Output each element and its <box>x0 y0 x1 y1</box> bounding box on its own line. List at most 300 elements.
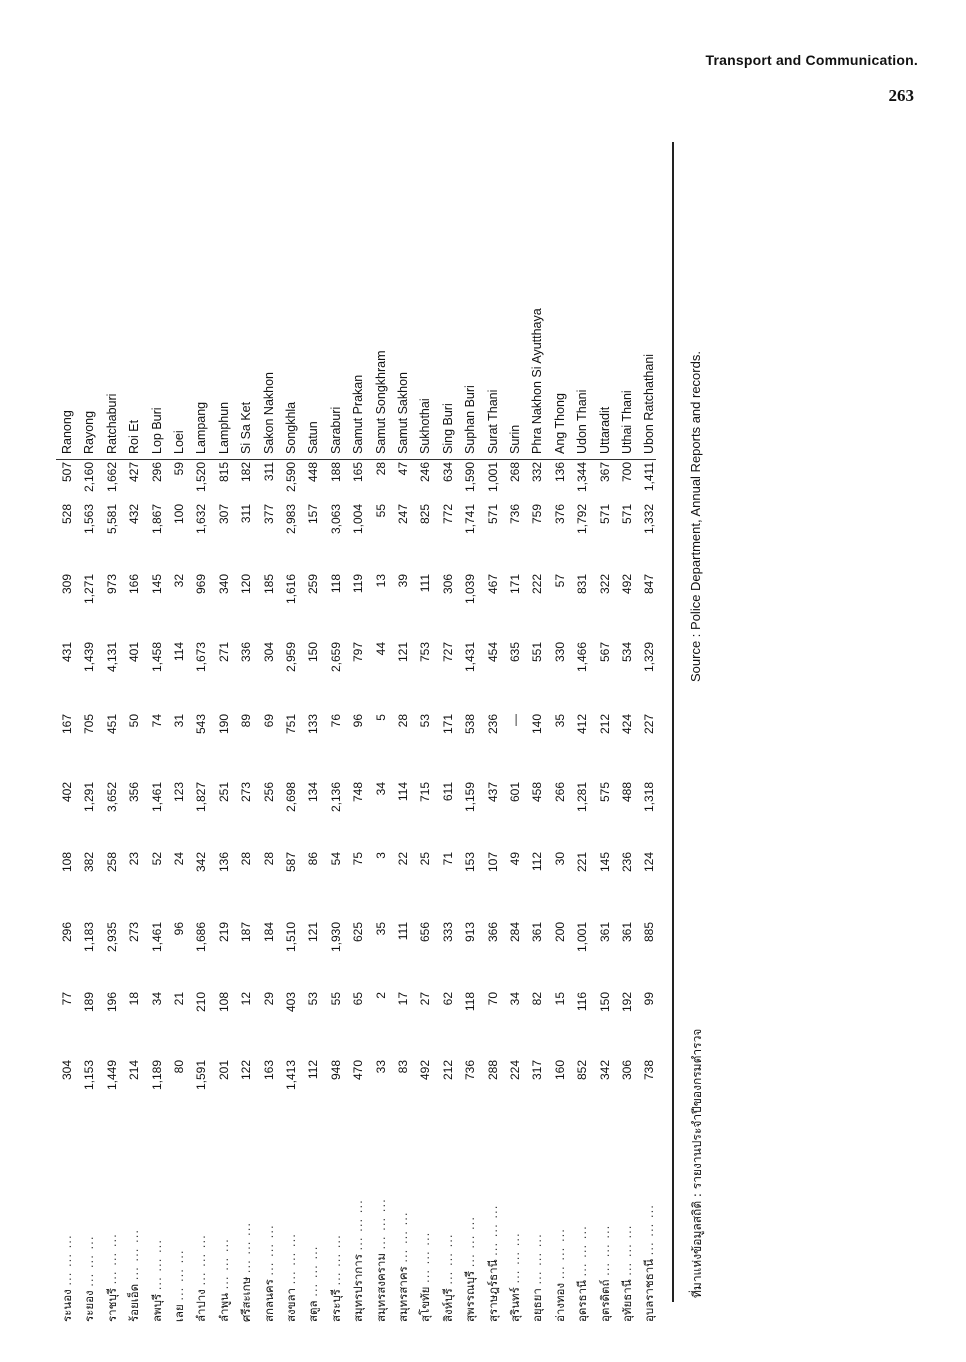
value-cell: 54 <box>328 852 343 866</box>
value-cell: 361 <box>530 922 545 943</box>
value-cell: 336 <box>239 642 254 663</box>
value-cell: 82 <box>530 992 545 1006</box>
value-cell: 1,520 <box>194 462 209 493</box>
value-cell: 571 <box>620 504 634 525</box>
value-cell: 71 <box>440 852 455 866</box>
column-divider <box>56 459 656 460</box>
province-thai-name <box>437 1132 459 1322</box>
table-row <box>347 122 369 1322</box>
value-cell: 212 <box>597 714 612 735</box>
value-cell: 311 <box>239 504 254 524</box>
value-cell: 1,001 <box>575 922 590 953</box>
value-cell: 33 <box>373 1060 388 1074</box>
value-cell: 52 <box>149 852 164 866</box>
value-cell: 160 <box>552 1060 567 1081</box>
value-cell: 86 <box>306 852 321 866</box>
table-row <box>571 122 593 1322</box>
value-cell: 736 <box>463 1060 478 1081</box>
value-cell: 601 <box>508 782 522 803</box>
value-cell: 1,930 <box>328 922 343 953</box>
value-cell: 1,792 <box>575 504 590 535</box>
value-cell: 361 <box>597 922 612 943</box>
value-cell: 258 <box>104 852 119 873</box>
leader-dots: ... ... ... <box>149 1239 164 1291</box>
province-thai-name <box>549 1132 571 1322</box>
value-cell: 304 <box>60 1060 74 1081</box>
value-cell: 29 <box>261 992 276 1006</box>
value-cell: 247 <box>396 504 410 525</box>
table-row <box>392 122 414 1322</box>
table-row <box>168 122 190 1322</box>
value-cell: 342 <box>194 852 209 873</box>
value-cell: 587 <box>284 852 298 873</box>
value-cell: 4,131 <box>104 642 119 673</box>
value-cell: 551 <box>530 642 545 663</box>
value-cell: 89 <box>239 714 254 728</box>
value-cell: 171 <box>440 714 455 735</box>
value-cell: 55 <box>373 504 388 518</box>
value-cell: 96 <box>172 922 186 936</box>
value-cell: 268 <box>508 462 522 483</box>
value-cell: 25 <box>418 852 433 866</box>
province-thai-label: ระนอง <box>60 1289 74 1322</box>
value-cell: 488 <box>620 782 634 803</box>
value-cell: 738 <box>642 1060 657 1081</box>
leader-dots: ... ... ... <box>172 1249 186 1301</box>
province-thai-label: ลำพูน <box>216 1293 231 1322</box>
value-cell: 2,590 <box>284 462 298 493</box>
value-cell: 1,271 <box>82 574 97 605</box>
value-cell: 28 <box>396 714 410 728</box>
value-cell: 219 <box>216 922 231 943</box>
value-cell: 77 <box>60 992 74 1006</box>
value-cell: 271 <box>216 642 231 663</box>
value-cell: 356 <box>127 782 142 803</box>
value-cell: 403 <box>284 992 298 1013</box>
province-thai-name <box>392 1132 414 1322</box>
province-english-name: Satun <box>306 421 321 454</box>
table-row <box>504 122 526 1322</box>
table-row <box>235 122 257 1322</box>
value-cell: 112 <box>306 1060 321 1080</box>
value-cell: 123 <box>172 782 186 803</box>
value-cell: 317 <box>530 1060 545 1081</box>
value-cell: 150 <box>597 992 612 1013</box>
table-row <box>616 122 638 1322</box>
rotated-table <box>40 122 740 1322</box>
value-cell: 1,004 <box>351 504 366 535</box>
table-row <box>258 122 280 1322</box>
value-cell: 340 <box>216 574 231 595</box>
value-cell: 50 <box>127 714 142 728</box>
value-cell: 182 <box>239 462 254 483</box>
value-cell: 1,153 <box>82 1060 97 1091</box>
province-english-name: Lampang <box>194 401 209 454</box>
value-cell: 1,466 <box>575 642 590 673</box>
value-cell: 17 <box>396 992 410 1006</box>
value-cell: 34 <box>149 992 164 1006</box>
value-cell: 39 <box>396 574 410 588</box>
value-cell: 1,281 <box>575 782 590 813</box>
value-cell: 153 <box>463 852 478 873</box>
value-cell: 306 <box>620 1060 634 1081</box>
value-cell: 825 <box>418 504 433 525</box>
table-row <box>56 122 78 1322</box>
value-cell: 65 <box>351 992 366 1006</box>
value-cell: 59 <box>172 462 186 476</box>
value-cell: 53 <box>418 714 433 728</box>
leader-dots: ... ... ... <box>575 1225 590 1277</box>
value-cell: 1,563 <box>82 504 97 535</box>
value-cell: 571 <box>597 504 612 525</box>
province-thai-label: สุโขทัย <box>418 1286 433 1322</box>
value-cell: 1,189 <box>149 1060 164 1091</box>
value-cell: 69 <box>261 714 276 728</box>
value-cell: 1,449 <box>104 1060 119 1091</box>
value-cell: 190 <box>216 714 231 735</box>
value-cell: 753 <box>418 642 433 663</box>
value-cell: 124 <box>642 852 657 873</box>
value-cell: 634 <box>440 462 455 483</box>
value-cell: 100 <box>172 504 186 525</box>
value-cell: 119 <box>351 574 366 594</box>
province-english-name: Surin <box>508 424 522 454</box>
table-row <box>280 122 302 1322</box>
value-cell: 656 <box>418 922 433 943</box>
value-cell: 748 <box>351 782 366 803</box>
table-row <box>190 122 212 1322</box>
province-english-name: Sukhothai <box>418 398 433 454</box>
value-cell: 236 <box>485 714 500 735</box>
table-row <box>302 122 324 1322</box>
value-cell: 108 <box>60 852 74 873</box>
value-cell: 222 <box>530 574 545 595</box>
value-cell: 1,411 <box>642 462 657 492</box>
value-cell: 1,867 <box>149 504 164 535</box>
value-cell: 70 <box>485 992 500 1006</box>
value-cell: 1,461 <box>149 922 164 953</box>
value-cell: 1,039 <box>463 574 478 605</box>
value-cell: 543 <box>194 714 209 735</box>
province-thai-name <box>146 1132 168 1322</box>
value-cell: 885 <box>642 922 657 943</box>
province-english-name: Sakon Nakhon <box>261 371 276 454</box>
value-cell: 145 <box>149 574 164 595</box>
value-cell: 118 <box>463 992 478 1012</box>
value-cell: 184 <box>261 922 276 943</box>
province-english-name: Samut Songkhram <box>373 350 388 454</box>
province-thai-name <box>504 1132 526 1322</box>
province-thai-label: ศรีสะเกษ <box>239 1276 254 1322</box>
value-cell: 111 <box>396 922 410 941</box>
value-cell: 157 <box>306 504 321 525</box>
table-row <box>549 122 571 1322</box>
value-cell: 1,318 <box>642 782 657 813</box>
leader-dots: ... ... ... <box>284 1233 298 1285</box>
province-thai-name <box>78 1132 100 1322</box>
value-cell: 309 <box>60 574 74 595</box>
value-cell: 288 <box>485 1060 500 1081</box>
leader-dots: ... ... ... <box>261 1224 276 1276</box>
value-cell: 13 <box>373 574 388 588</box>
value-cell: 12 <box>239 992 254 1006</box>
value-cell: 31 <box>172 714 186 728</box>
value-cell: 273 <box>239 782 254 803</box>
leader-dots: ... ... ... <box>552 1228 567 1280</box>
value-cell: 1,431 <box>463 642 478 673</box>
value-cell: 136 <box>552 462 567 483</box>
value-cell: 120 <box>239 574 254 595</box>
value-cell: 28 <box>261 852 276 866</box>
province-english-name: Samut Prakan <box>351 374 366 454</box>
value-cell: 28 <box>239 852 254 866</box>
value-cell: 304 <box>261 642 276 663</box>
table-row <box>459 122 481 1322</box>
leader-dots: ... ... ... <box>104 1233 119 1285</box>
value-cell: 458 <box>530 782 545 803</box>
province-thai-label: ร้อยเอ็ด <box>127 1283 142 1322</box>
leader-dots: ... ... ... <box>194 1234 209 1286</box>
value-cell: 1,662 <box>104 462 119 493</box>
value-cell: 333 <box>440 922 455 943</box>
value-cell: 528 <box>60 504 74 525</box>
value-cell: 1,590 <box>463 462 478 493</box>
value-cell: 451 <box>104 714 119 735</box>
leader-dots: ... ... ... <box>440 1233 455 1285</box>
value-cell: 121 <box>306 922 321 943</box>
leader-dots: ... ... ... <box>351 1199 366 1251</box>
value-cell: 145 <box>597 852 612 873</box>
leader-dots: ... ... ... <box>239 1221 254 1274</box>
value-cell: 55 <box>328 992 343 1006</box>
province-thai-label: สงขลา <box>284 1287 298 1322</box>
value-cell: 2,160 <box>82 462 97 493</box>
value-cell: 1,741 <box>463 504 478 535</box>
province-thai-label: สกลนคร <box>261 1279 276 1322</box>
province-thai-name <box>414 1132 436 1322</box>
leader-dots: ... ... ... <box>216 1238 231 1290</box>
value-cell: 201 <box>216 1060 231 1081</box>
province-english-name: Saraburi <box>328 406 343 454</box>
province-english-name: Songkhla <box>284 401 298 454</box>
value-cell: 2,698 <box>284 782 298 813</box>
value-cell: 57 <box>552 574 567 588</box>
value-cell: 727 <box>440 642 455 663</box>
province-thai-label: อุดรธานี <box>575 1280 590 1322</box>
value-cell: 114 <box>396 782 410 802</box>
value-cell: 53 <box>306 992 321 1006</box>
value-cell: 35 <box>552 714 567 728</box>
province-english-name: Rayong <box>82 410 97 454</box>
value-cell: 1,413 <box>284 1060 298 1091</box>
value-cell: 236 <box>620 852 634 873</box>
value-cell: 224 <box>508 1060 522 1081</box>
province-thai-label: สุพรรณบุรี <box>463 1270 478 1322</box>
leader-dots: ... ... ... <box>597 1224 612 1276</box>
value-cell: 2,935 <box>104 922 119 953</box>
province-thai-label: สุรินทร์ <box>508 1287 522 1322</box>
value-cell: 23 <box>127 852 142 866</box>
value-cell: 1,827 <box>194 782 209 813</box>
value-cell: 185 <box>261 574 276 595</box>
value-cell: — <box>508 714 522 726</box>
value-cell: 847 <box>642 574 657 595</box>
province-thai-name <box>594 1132 616 1322</box>
value-cell: 96 <box>351 714 366 728</box>
province-thai-label: ลพบุรี <box>149 1293 164 1322</box>
province-english-name: Lop Buri <box>149 407 164 454</box>
value-cell: 332 <box>530 462 545 483</box>
province-thai-name <box>459 1132 481 1322</box>
province-english-name: Lamphun <box>216 401 231 454</box>
value-cell: 470 <box>351 1060 366 1081</box>
value-cell: 1,329 <box>642 642 657 673</box>
value-cell: 200 <box>552 922 567 943</box>
province-english-name: Samut Sakhon <box>396 372 410 454</box>
value-cell: 571 <box>485 504 500 525</box>
value-cell: 575 <box>597 782 612 803</box>
value-cell: 492 <box>620 574 634 595</box>
province-thai-label: สมุทรสาคร <box>396 1266 410 1322</box>
value-cell: 2,136 <box>328 782 343 813</box>
value-cell: 49 <box>508 852 522 866</box>
value-cell: 538 <box>463 714 478 735</box>
value-cell: 1,686 <box>194 922 209 953</box>
value-cell: 5 <box>373 714 388 721</box>
value-cell: 507 <box>60 462 74 483</box>
leader-dots: ... ... ... <box>127 1228 142 1281</box>
value-cell: 1,001 <box>485 462 500 493</box>
value-cell: 534 <box>620 642 634 663</box>
value-cell: 852 <box>575 1060 590 1081</box>
leader-dots: ... ... ... <box>306 1245 321 1297</box>
province-thai-name <box>168 1132 190 1322</box>
value-cell: 1,673 <box>194 642 209 673</box>
province-thai-name <box>526 1132 548 1322</box>
value-cell: 973 <box>104 574 119 595</box>
value-cell: 913 <box>463 922 478 943</box>
leader-dots: ... ... ... <box>60 1234 74 1286</box>
value-cell: 80 <box>172 1060 186 1074</box>
value-cell: 189 <box>82 992 97 1013</box>
leader-dots: ... ... ... <box>642 1204 657 1256</box>
province-english-name: Roi Et <box>127 419 142 454</box>
value-cell: 432 <box>127 504 142 525</box>
leader-dots: ... ... ... <box>396 1211 410 1263</box>
value-cell: 188 <box>328 462 343 483</box>
province-thai-label: อุตรดิตถ์ <box>597 1279 612 1322</box>
province-english-name: Loei <box>172 430 186 454</box>
leader-dots: ... ... ... <box>508 1232 522 1284</box>
province-thai-label: สระบุรี <box>328 1289 343 1322</box>
table-row <box>325 122 347 1322</box>
table-row <box>123 122 145 1322</box>
value-cell: 367 <box>597 462 612 483</box>
value-cell: 1,616 <box>284 574 298 605</box>
value-cell: 32 <box>172 574 186 588</box>
value-cell: 214 <box>127 1060 142 1081</box>
province-thai-label: สมุทรปราการ <box>351 1254 366 1322</box>
value-cell: 1,344 <box>575 462 590 493</box>
table-row <box>437 122 459 1322</box>
value-cell: 221 <box>575 852 590 873</box>
value-cell: 772 <box>440 504 455 525</box>
value-cell: 427 <box>127 462 142 483</box>
value-cell: 266 <box>552 782 567 803</box>
value-cell: 114 <box>172 642 186 662</box>
value-cell: 83 <box>396 1060 410 1074</box>
value-cell: 401 <box>127 642 142 663</box>
province-thai-name <box>258 1132 280 1322</box>
province-thai-label: สตูล <box>306 1300 321 1322</box>
value-cell: 1,510 <box>284 922 298 953</box>
value-cell: 187 <box>239 922 254 943</box>
leader-dots: ... ... ... <box>530 1233 545 1285</box>
value-cell: 28 <box>373 462 388 476</box>
value-cell: 625 <box>351 922 366 943</box>
province-thai-name <box>638 1132 660 1322</box>
value-cell: 361 <box>620 922 634 943</box>
province-english-name: Ratchaburi <box>104 393 119 454</box>
value-cell: 736 <box>508 504 522 525</box>
table-row <box>638 122 660 1322</box>
value-cell: 611 <box>440 782 455 802</box>
value-cell: 448 <box>306 462 321 483</box>
province-thai-label: อยุธยา <box>530 1288 545 1322</box>
value-cell: 196 <box>104 992 119 1013</box>
province-thai-name <box>101 1132 123 1322</box>
value-cell: 171 <box>508 574 522 595</box>
value-cell: 3 <box>373 852 388 859</box>
province-english-name: Udon Thani <box>575 389 590 454</box>
province-thai-name <box>302 1132 324 1322</box>
province-thai-label: ระยอง <box>82 1290 97 1322</box>
value-cell: 122 <box>239 1060 254 1081</box>
value-cell: 107 <box>485 852 500 873</box>
leader-dots: ... ... ... <box>620 1224 634 1276</box>
value-cell: 797 <box>351 642 366 663</box>
province-thai-name <box>280 1132 302 1322</box>
value-cell: 342 <box>597 1060 612 1081</box>
value-cell: 44 <box>373 642 388 656</box>
province-english-name: Uttaradit <box>597 406 612 454</box>
value-cell: 18 <box>127 992 142 1006</box>
value-cell: 133 <box>306 714 321 735</box>
value-cell: 715 <box>418 782 433 803</box>
value-cell: 99 <box>642 992 657 1006</box>
value-cell: 166 <box>127 574 142 595</box>
value-cell: 492 <box>418 1060 433 1081</box>
province-english-name: Sing Buri <box>440 403 455 454</box>
province-thai-name <box>616 1132 638 1322</box>
value-cell: 150 <box>306 642 321 663</box>
value-cell: 948 <box>328 1060 343 1081</box>
value-cell: 163 <box>261 1060 276 1081</box>
leader-dots: ... ... ... <box>373 1198 388 1250</box>
value-cell: 112 <box>530 852 545 872</box>
province-thai-name <box>235 1132 257 1322</box>
value-cell: 467 <box>485 574 500 595</box>
value-cell: 296 <box>149 462 164 483</box>
value-cell: 1,159 <box>463 782 478 813</box>
province-thai-label: เลย <box>172 1304 186 1322</box>
value-cell: 118 <box>328 574 343 594</box>
table-row <box>146 122 168 1322</box>
value-cell: 2,659 <box>328 642 343 673</box>
value-cell: 5,581 <box>104 504 119 535</box>
value-cell: 567 <box>597 642 612 663</box>
value-cell: 227 <box>642 714 657 735</box>
